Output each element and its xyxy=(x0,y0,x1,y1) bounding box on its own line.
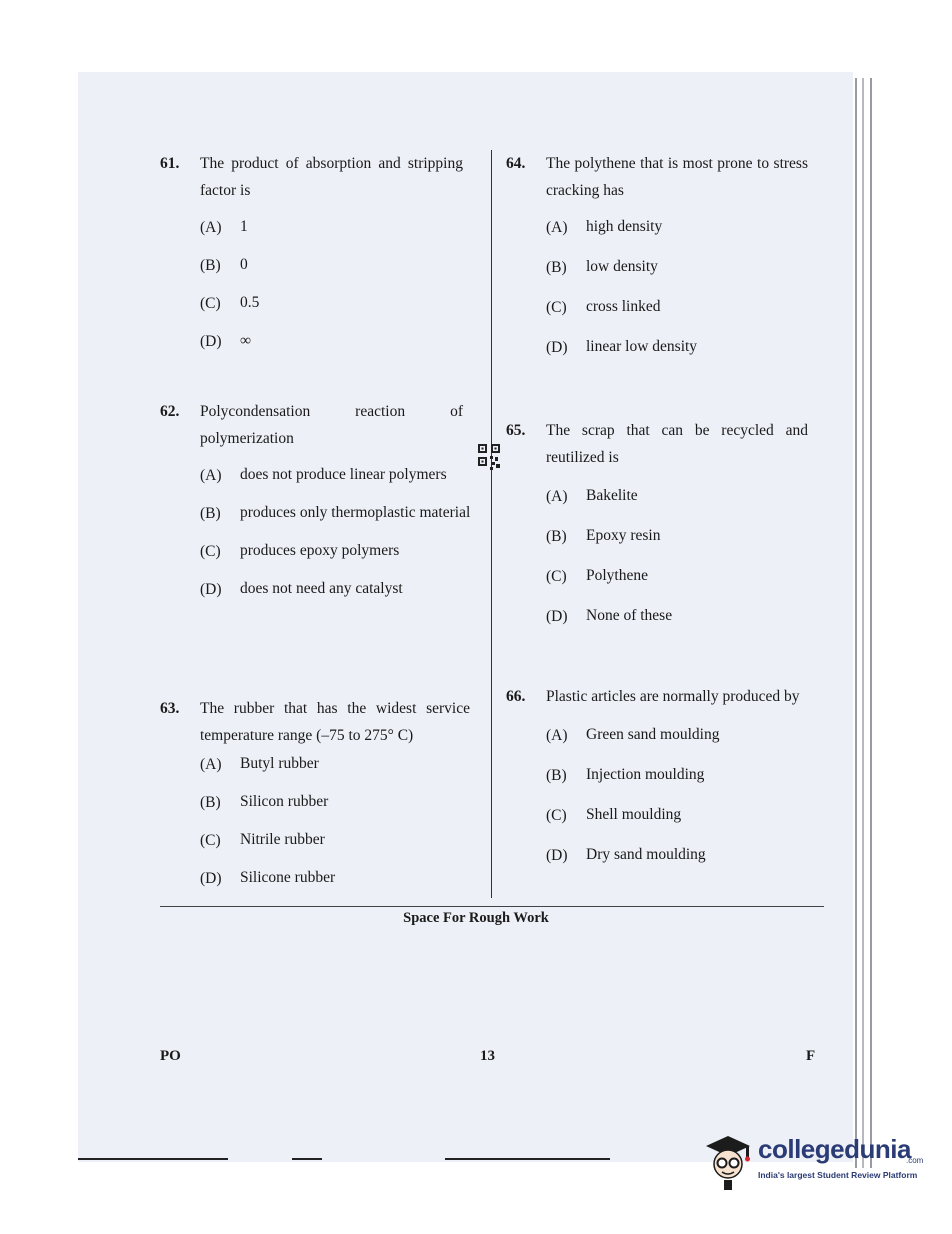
mascot-logo-icon xyxy=(700,1128,756,1194)
option xyxy=(200,290,463,317)
scan-artifact-line xyxy=(292,1158,322,1160)
option-label: (A) xyxy=(546,488,568,505)
option xyxy=(200,328,463,355)
option-label: (A) xyxy=(200,219,222,236)
option-label: (C) xyxy=(546,568,567,585)
option-label: (B) xyxy=(546,259,567,276)
option-label: (D) xyxy=(546,847,568,864)
option-label: (A) xyxy=(200,467,222,484)
scan-artifact-line xyxy=(78,1158,228,1160)
option xyxy=(200,827,470,854)
page-number: 13 xyxy=(480,1048,495,1064)
scan-artifact-line xyxy=(445,1158,610,1160)
option-text: ∞ xyxy=(240,332,252,349)
option xyxy=(546,483,808,510)
option-text: does not need any catalyst xyxy=(240,580,403,597)
option xyxy=(200,500,475,527)
option-label: (D) xyxy=(200,333,222,350)
option-text: 1 xyxy=(240,218,248,235)
option-label: (B) xyxy=(200,505,221,522)
option xyxy=(200,789,470,816)
question-stem: The polythene that is most prone to stress cracking has xyxy=(546,155,808,199)
option xyxy=(200,462,475,489)
option xyxy=(546,762,812,789)
option-text: linear low density xyxy=(586,338,698,355)
collegedunia-watermark xyxy=(700,1128,930,1198)
option xyxy=(200,576,475,603)
option-label: (C) xyxy=(546,807,567,824)
option-text: produces epoxy polymers xyxy=(240,542,400,559)
page-edge xyxy=(862,78,864,1168)
question-number: 61. xyxy=(160,155,180,172)
option-label: (A) xyxy=(546,219,568,236)
option-label: (B) xyxy=(200,794,221,811)
option xyxy=(200,252,463,279)
brand-name: collegedunia xyxy=(758,1134,911,1164)
option-label: (D) xyxy=(546,608,568,625)
option-label: (D) xyxy=(200,870,222,887)
option xyxy=(546,722,812,749)
page-edge xyxy=(870,78,872,1168)
option xyxy=(546,254,808,281)
option-text: Dry sand moulding xyxy=(586,846,706,863)
option-label: (A) xyxy=(200,756,222,773)
question-number: 64. xyxy=(506,155,526,172)
option-text: 0.5 xyxy=(240,294,260,311)
question-number: 62. xyxy=(160,403,180,420)
question-stem: The rubber that has the widest service temperature range (–75 to 275° C) xyxy=(200,700,470,744)
question-63 xyxy=(160,695,470,903)
question-number: 63. xyxy=(160,700,180,717)
option-text: Injection moulding xyxy=(586,766,705,783)
question-stem: The product of absorption and stripping factor is xyxy=(200,155,463,199)
column-divider xyxy=(491,150,492,898)
option-text: Shell moulding xyxy=(586,806,682,823)
option-text: produces only thermoplastic material xyxy=(240,504,471,521)
brand-domain-suffix: .com xyxy=(906,1156,924,1165)
option-label: (B) xyxy=(546,528,567,545)
option xyxy=(546,802,812,829)
option-label: (D) xyxy=(200,581,222,598)
brand-tagline: India's largest Student Review Platform xyxy=(758,1170,918,1180)
option xyxy=(200,214,463,241)
question-62 xyxy=(160,398,471,614)
option-text: Green sand moulding xyxy=(586,726,720,743)
option-text: Silicone rubber xyxy=(240,869,336,886)
option-text: Butyl rubber xyxy=(240,755,319,772)
option-text: Bakelite xyxy=(586,487,638,504)
option-text: cross linked xyxy=(586,298,661,315)
option-text: Silicon rubber xyxy=(240,793,329,810)
question-stem: Polycondensation reaction of polymerization xyxy=(200,403,463,447)
option xyxy=(546,294,808,321)
page-edge xyxy=(855,78,857,1168)
option-text: low density xyxy=(586,258,658,275)
option-label: (A) xyxy=(546,727,568,744)
option xyxy=(200,538,475,565)
question-66 xyxy=(506,683,812,882)
question-stem: Plastic articles are normally produced by xyxy=(546,688,800,705)
option-label: (B) xyxy=(200,257,221,274)
question-number: 65. xyxy=(506,422,526,439)
option-text: Polythene xyxy=(586,567,648,584)
option-text: None of these xyxy=(586,607,673,624)
footer-left: PO xyxy=(160,1048,181,1064)
option-text: does not produce linear polymers xyxy=(240,466,447,483)
option-label: (C) xyxy=(200,832,221,849)
question-stem: The scrap that can be recycled and reutilized is xyxy=(546,422,808,466)
option xyxy=(546,603,808,630)
option-text: Epoxy resin xyxy=(586,527,661,544)
option-label: (C) xyxy=(546,299,567,316)
option xyxy=(200,865,470,892)
option xyxy=(546,563,808,590)
option-label: (C) xyxy=(200,295,221,312)
option xyxy=(546,334,808,361)
question-61 xyxy=(160,150,463,366)
qr-code-icon xyxy=(478,444,500,470)
option xyxy=(546,214,808,241)
rough-work-heading: Space For Rough Work xyxy=(403,910,549,926)
option xyxy=(200,751,470,778)
option-label: (B) xyxy=(546,767,567,784)
option xyxy=(546,842,812,869)
option-text: high density xyxy=(586,218,663,235)
question-number: 66. xyxy=(506,688,526,705)
rough-work-divider xyxy=(160,906,824,907)
question-64 xyxy=(506,150,808,374)
footer-right: F xyxy=(806,1048,816,1064)
option-label: (D) xyxy=(546,339,568,356)
option-text: 0 xyxy=(240,256,248,273)
option-text: Nitrile rubber xyxy=(240,831,325,848)
question-65 xyxy=(506,417,808,643)
option-label: (C) xyxy=(200,543,221,560)
option xyxy=(546,523,808,550)
